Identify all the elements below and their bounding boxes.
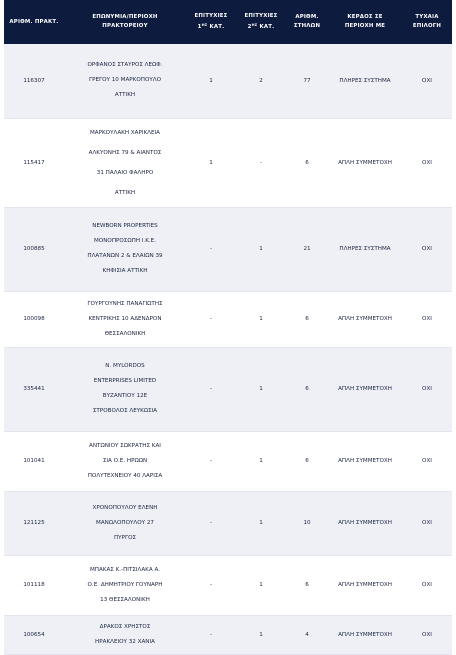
first-category-wins-cell: - <box>186 615 236 654</box>
table-row <box>4 491 452 555</box>
columns-count-cell: 6 <box>286 291 328 347</box>
random-pick-cell: ΟΧΙ <box>402 207 452 291</box>
agency-name-line: ΚΗΦΙΣΙΑ ΑΤΤΙΚΗ <box>102 268 148 274</box>
agency-name-line: ΜΑΝΩΛΟΠΟΥΛΟΥ 27 <box>96 519 154 526</box>
agency-name-line: ENTERPRISES LIMITED <box>93 378 157 384</box>
agency-name-line: ΟΡΦΑΝΟΣ ΣΤΑΥΡΟΣ ΛΕΩΦ. <box>87 62 163 69</box>
header-agency-number: ΑΡΙΘΜ. ΠΡΑΚΤ. <box>9 18 59 25</box>
second-category-wins-cell: - <box>236 118 286 207</box>
first-category-wins-cell: - <box>186 555 236 615</box>
gain-type-cell: ΑΠΛΗ ΣΥΜΜΕΤΟΧΗ <box>328 347 402 431</box>
random-pick-cell: ΟΧΙ <box>402 291 452 347</box>
gain-type-cell: ΑΠΛΗ ΣΥΜΜΕΤΟΧΗ <box>328 431 402 491</box>
first-category-wins-cell: - <box>186 491 236 555</box>
first-category-wins-cell: - <box>186 207 236 291</box>
second-category-wins-cell: 1 <box>236 491 286 555</box>
table-row <box>4 615 452 654</box>
header-first-category: ΕΠΙΤΥΧΙΕΣ $1^{H\Sigma}$ ΚΑΤ. <box>194 13 228 30</box>
agency-name-line: ΧΡΟΝΟΠΟΥΛΟΥ ΕΛΕΝΗ <box>92 504 158 511</box>
second-category-wins-cell: 2 <box>236 44 286 118</box>
agency-name-line: ΗΡΑΚΛΕΙΟΥ 32 ΧΑΝΙΑ <box>95 638 155 645</box>
first-category-wins-cell: 1 <box>186 118 236 207</box>
agency-number-cell: 115417 <box>4 118 64 207</box>
columns-count-cell: 21 <box>286 207 328 291</box>
agency-number-cell: 335441 <box>4 347 64 431</box>
second-category-wins-cell: 1 <box>236 555 286 615</box>
agency-name-line: NEWBORN PROPERTIES <box>92 223 158 229</box>
agency-name-line: ΑΛΚΥΟΝΗΣ 79 & ΑΙΑΝΤΟΣ <box>88 149 162 156</box>
agency-name-line: Ο.Ε. ΔΗΜΗΤΡΙΟΥ ΓΟΥΝΑΡΗ <box>87 581 163 588</box>
agency-name-cell <box>64 118 186 207</box>
agency-name-line: ΑΤΤΙΚΗ <box>114 92 136 99</box>
agency-name-line: ΠΛΑΤΑΝΩΝ 2 & ΕΛΑΙΩΝ 39 <box>87 253 163 259</box>
agency-name-line: ΣΤΡΟΒΟΛΟΣ ΛΕΥΚΩΣΙΑ <box>92 408 158 414</box>
gain-type-cell: ΠΛΗΡΕΣ ΣΥΣΤΗΜΑ <box>328 207 402 291</box>
table-row <box>4 555 452 615</box>
agency-name-cell <box>64 491 186 555</box>
agency-number-cell: 100654 <box>4 615 64 654</box>
agency-name-line: N. MYLORDOS <box>105 363 145 369</box>
agency-name-line: 31 ΠΑΛΑΙΟ ΦΑΛΗΡΟ <box>96 169 154 176</box>
second-category-wins-cell: 1 <box>236 615 286 654</box>
gain-type-cell: ΑΠΛΗ ΣΥΜΜΕΤΟΧΗ <box>328 555 402 615</box>
agency-name-cell <box>64 291 186 347</box>
agency-name-line: ΜΟΝΟΠΡΟΣΩΠΗ Ι.Κ.Ε. <box>94 238 156 244</box>
agency-name-line: ΘΕΣΣΑΛΟΝΙΚΗ <box>104 330 146 337</box>
agency-number-cell: 101041 <box>4 431 64 491</box>
agency-name-line: ΜΑΡΚΟΥΛΑΚΗ ΧΑΡΙΚΛΕΙΑ <box>89 129 160 136</box>
random-pick-cell: ΟΧΙ <box>402 118 452 207</box>
header-second-category: ΕΠΙΤΥΧΙΕΣ $2^{H\Sigma}$ ΚΑΤ. <box>244 13 278 30</box>
header-columns-count: ΑΡΙΘΜ. ΣΤΗΛΩΝ <box>293 14 321 29</box>
header-random-pick: ΤΥΧΑΙΑ ΕΠΙΛΟΓΗ <box>412 14 442 29</box>
random-pick-cell: ΟΧΙ <box>402 431 452 491</box>
header-agency-name: ΕΠΩΝΥΜΙΑ/ΠΕΡΙΟΧΗ ΠΡΑΚΤΟΡΕΙΟΥ <box>92 14 158 29</box>
agency-name-cell <box>64 207 186 291</box>
table-row <box>4 347 452 431</box>
columns-count-cell: 6 <box>286 431 328 491</box>
table-row <box>4 44 452 118</box>
winners-table <box>4 0 452 655</box>
random-pick-cell: ΟΧΙ <box>402 44 452 118</box>
gain-type-cell: ΑΠΛΗ ΣΥΜΜΕΤΟΧΗ <box>328 118 402 207</box>
columns-count-cell: 10 <box>286 491 328 555</box>
agency-number-cell: 101118 <box>4 555 64 615</box>
agency-name-line: ΚΕΝΤΡΙΚΗΣ 10 ΑΔΕΝΔΡΟΝ <box>88 315 162 322</box>
columns-count-cell: 6 <box>286 118 328 207</box>
table-row <box>4 431 452 491</box>
agency-number-cell: 116307 <box>4 44 64 118</box>
agency-name-line: ΓΡΕΓΟΥ 10 ΜΑΡΚΟΠΟΥΛΟ <box>89 77 161 84</box>
agency-name-line: 13 ΘΕΣΣΑΛΟΝΙΚΗ <box>100 596 150 603</box>
columns-count-cell: 77 <box>286 44 328 118</box>
results-page <box>4 0 452 650</box>
agency-name-line: ΣΙΑ Ο.Ε. ΗΡΩΩΝ <box>102 457 148 464</box>
first-category-wins-cell: - <box>186 431 236 491</box>
gain-type-cell: ΑΠΛΗ ΣΥΜΜΕΤΟΧΗ <box>328 615 402 654</box>
agency-name-cell <box>64 431 186 491</box>
agency-name-cell <box>64 347 186 431</box>
first-category-wins-cell: - <box>186 291 236 347</box>
gain-type-cell: ΠΛΗΡΕΣ ΣΥΣΤΗΜΑ <box>328 44 402 118</box>
second-category-wins-cell: 1 <box>236 347 286 431</box>
random-pick-cell: ΟΧΙ <box>402 615 452 654</box>
columns-count-cell: 4 <box>286 615 328 654</box>
first-category-wins-cell: - <box>186 347 236 431</box>
random-pick-cell: ΟΧΙ <box>402 347 452 431</box>
table-body <box>4 44 452 654</box>
agency-number-cell: 121125 <box>4 491 64 555</box>
agency-name-line: ΑΤΤΙΚΗ <box>114 189 136 196</box>
table-row <box>4 207 452 291</box>
agency-name-cell <box>64 44 186 118</box>
agency-name-cell <box>64 615 186 654</box>
columns-count-cell: 6 <box>286 555 328 615</box>
agency-name-cell <box>64 555 186 615</box>
gain-type-cell: ΑΠΛΗ ΣΥΜΜΕΤΟΧΗ <box>328 491 402 555</box>
table-row <box>4 118 452 207</box>
gain-type-cell: ΑΠΛΗ ΣΥΜΜΕΤΟΧΗ <box>328 291 402 347</box>
first-category-wins-cell: 1 <box>186 44 236 118</box>
table-row <box>4 291 452 347</box>
second-category-wins-cell: 1 <box>236 431 286 491</box>
agency-name-line: ΑΝΤΩΝΙΟΥ ΣΩΚΡΑΤΗΣ ΚΑΙ <box>89 442 161 449</box>
second-category-wins-cell: 1 <box>236 207 286 291</box>
random-pick-cell: ΟΧΙ <box>402 555 452 615</box>
random-pick-cell: ΟΧΙ <box>402 491 452 555</box>
agency-number-cell: 100885 <box>4 207 64 291</box>
agency-name-line: ΔΡΑΚΟΣ ΧΡΗΣΤΟΣ <box>99 623 151 630</box>
agency-name-line: ΜΠΑΚΑΣ Κ.-ΠΙΤΣΙΛΑΚΑ Α. <box>89 566 161 573</box>
header-gain-type: ΚΕΡΔΟΣ ΣΕ ΠΕΡΙΟΧΗ ΜΕ <box>344 14 386 29</box>
second-category-wins-cell: 1 <box>236 291 286 347</box>
agency-number-cell: 100098 <box>4 291 64 347</box>
agency-name-line: ΓΟΥΡΓΟΥΝΗΣ ΠΑΝΑΓΙΩΤΗΣ <box>87 300 163 307</box>
table-header <box>4 0 452 44</box>
agency-name-line: ΒΥΖΑΝΤΙΟΥ 12Ε <box>102 393 148 399</box>
columns-count-cell: 6 <box>286 347 328 431</box>
agency-name-line: ΠΥΡΓΟΣ <box>113 534 137 541</box>
agency-name-line: ΠΟΛΥΤΕΧΝΕΙΟΥ 40 ΛΑΡΙΣΑ <box>87 472 163 479</box>
